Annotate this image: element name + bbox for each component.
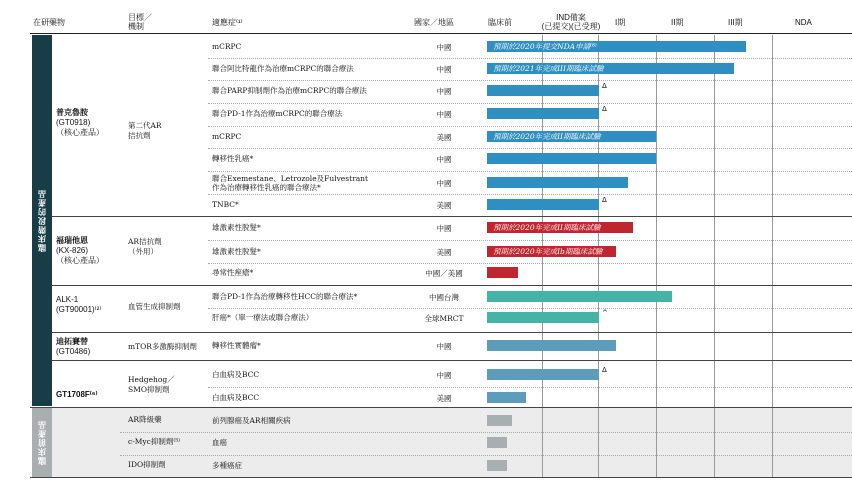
status-marker: Δ [602, 366, 607, 374]
progress-bar [487, 108, 599, 119]
header-drug: 在研藥物 [33, 18, 65, 27]
row-separator [208, 387, 852, 388]
progress-bar [487, 153, 656, 164]
country-label: 中國 [436, 224, 452, 233]
status-marker: Δ [602, 82, 607, 90]
country-label: 中國 [436, 87, 452, 96]
indication-label: 前列腺癌及AR相關疾病 [212, 416, 291, 425]
target-kx826: AR拮抗劑 （外用） [128, 237, 162, 256]
country-label: 全球MRCT [424, 314, 464, 323]
progress-bar [487, 41, 746, 52]
section-separator [52, 360, 852, 361]
indication-label: 雄激素性脫髮* [212, 223, 261, 232]
preclinical-band [32, 408, 52, 477]
indication-label: 聯合Exemestane、Letrozole及Fulvestrant 作為治療轉移性乳癌的聯合療法* [212, 174, 369, 192]
header-target: 目標／ 機制 [128, 13, 152, 31]
country-label: 中國 [436, 342, 452, 351]
country-label: 美國 [436, 248, 452, 257]
header-preclinical: 臨床前 [488, 18, 512, 27]
header-country: 國家／地區 [414, 18, 454, 27]
target-proxalutamide: 第二代AR 拮抗劑 [128, 121, 162, 140]
clinical-stage-band [32, 35, 52, 406]
row-separator [208, 263, 852, 264]
progress-bar [487, 177, 628, 188]
row-separator [208, 194, 852, 195]
drug-gt0486 [56, 337, 90, 357]
indication-label: 轉移性實體瘤* [212, 341, 261, 350]
progress-bar [487, 415, 512, 426]
progress-bar [487, 131, 656, 142]
phase-divider-nda [772, 35, 773, 477]
row-separator [208, 148, 852, 149]
indication-label: mCRPC [212, 42, 242, 51]
status-marker: Δ [602, 196, 607, 204]
bar-label: 預期於2020年提交NDA申請⁽⁸⁾ [493, 42, 597, 51]
country-label: 中國／美國 [425, 269, 463, 278]
progress-bar [487, 291, 672, 302]
indication-label: TNBC* [212, 200, 239, 209]
drug-alk1 [56, 295, 101, 315]
header-indication: 適應症⁽¹⁾ [212, 18, 243, 27]
indication-label: 聯合PARP抑制劑作為治療mCRPC的聯合療法 [212, 86, 367, 95]
row-separator [120, 455, 852, 456]
row-separator [208, 126, 852, 127]
section-separator [52, 332, 852, 333]
row-separator [208, 58, 852, 59]
bar-label: 預期於2020年完成II期臨床試驗 [493, 132, 601, 141]
bar-label: 預期於2020年完成Ib期臨床試驗 [493, 247, 603, 256]
section-separator [52, 216, 852, 217]
drug-code: (GT90001)⁽²⁾ [56, 305, 102, 314]
country-label: 中國 [436, 179, 452, 188]
bar-label: 預期於2020年完成II期臨床試驗 [493, 223, 601, 232]
indication-label: 雄激素性脫髮* [212, 247, 261, 256]
phase-divider-phase2 [656, 35, 657, 477]
indication-label: 聯合PD-1作為治療mCRPC的聯合療法 [212, 109, 343, 118]
drug-name: 普克魯胺 [56, 108, 88, 117]
row-separator [208, 80, 852, 81]
clinical-stage-label: 臨床階段的產品 [37, 189, 47, 252]
section-separator [30, 407, 852, 408]
row-separator [208, 240, 852, 241]
progress-bar [487, 392, 526, 403]
indication-label: 轉移性乳癌* [212, 154, 254, 163]
phase-divider-phase3 [714, 35, 715, 477]
indication-label: 血癌 [212, 438, 227, 447]
indication-label: 白血病及BCC [212, 370, 260, 379]
country-label: 美國 [436, 394, 452, 403]
drug-name: 迪拓賽替 [56, 337, 88, 346]
indication-label: 尋常性痤瘡* [212, 268, 254, 277]
progress-bar [487, 312, 599, 323]
header-phase1: I期 [615, 18, 626, 27]
header-phase2: II期 [671, 18, 684, 27]
target-alk1: 血管生成抑制劑 [128, 302, 181, 311]
drug-code: (KX-826) [56, 246, 89, 255]
progress-bar [487, 340, 616, 351]
target-cmyc: c-Myc抑制劑⁽⁵⁾ [128, 437, 181, 446]
table-bottom-rule [30, 477, 852, 478]
target-gt1708f: Hedgehog／ SMO抑制劑 [128, 375, 175, 394]
drug-name: ALK-1 [56, 295, 79, 304]
country-label: 中國 [436, 43, 452, 52]
drug-code: (GT0486) [56, 347, 91, 356]
indication-label: mCRPC [212, 132, 242, 141]
indication-label: 肝癌*（單一療法或聯合療法） [212, 313, 314, 322]
country-label: 美國 [436, 133, 452, 142]
progress-bar [487, 199, 599, 210]
target-ar-degrader: AR降級藥 [128, 415, 162, 424]
status-marker: Δ [602, 105, 607, 113]
drug-proxalutamide [56, 108, 104, 138]
indication-label: 聯合PD-1作為治療轉移性HCC的聯合療法* [212, 292, 358, 301]
progress-bar [487, 437, 507, 448]
header-rule [30, 33, 852, 34]
progress-bar [487, 85, 599, 96]
target-ido: IDO抑制劑 [128, 460, 166, 469]
drug-kx826 [56, 236, 104, 266]
row-separator [208, 171, 852, 172]
drug-name: 福瑞他恩 [56, 236, 88, 245]
header-ind: IND備案 (已提交)(已受理) [541, 13, 601, 31]
drug-name: GT1708F⁽⁶⁾ [56, 390, 98, 399]
row-separator [208, 308, 852, 309]
country-label: 美國 [436, 201, 452, 210]
progress-bar [487, 246, 616, 257]
indication-label: 多種癌症 [212, 461, 242, 470]
row-separator [120, 432, 852, 433]
drug-gt1708f [56, 390, 97, 400]
header-phase3: III期 [728, 18, 743, 27]
status-marker: ^ [602, 309, 608, 317]
preclinical-label: 臨床前產品 [37, 420, 47, 465]
progress-bar [487, 369, 599, 380]
drug-code: (GT0918) [56, 118, 91, 127]
indication-label: 聯合阿比特龍作為治療mCRPC的聯合療法 [212, 64, 354, 73]
country-label: 中國 [436, 155, 452, 164]
progress-bar [487, 222, 633, 233]
indication-label: 白血病及BCC [212, 393, 260, 402]
section-separator [52, 285, 852, 286]
country-label: 中國 [436, 110, 452, 119]
bar-label: 預期於2021年完成III期臨床試驗 [493, 64, 604, 73]
progress-bar [487, 460, 507, 471]
progress-bar [487, 63, 734, 74]
country-label: 中國台灣 [429, 293, 459, 302]
progress-bar [487, 267, 518, 278]
target-gt0486: mTOR多激酶抑制劑 [128, 342, 197, 351]
country-label: 中國 [436, 371, 452, 380]
drug-note: （核心產品） [56, 128, 104, 137]
header-nda: NDA [795, 18, 812, 27]
drug-note: （核心產品） [56, 256, 104, 265]
row-separator [208, 103, 852, 104]
country-label: 中國 [436, 65, 452, 74]
